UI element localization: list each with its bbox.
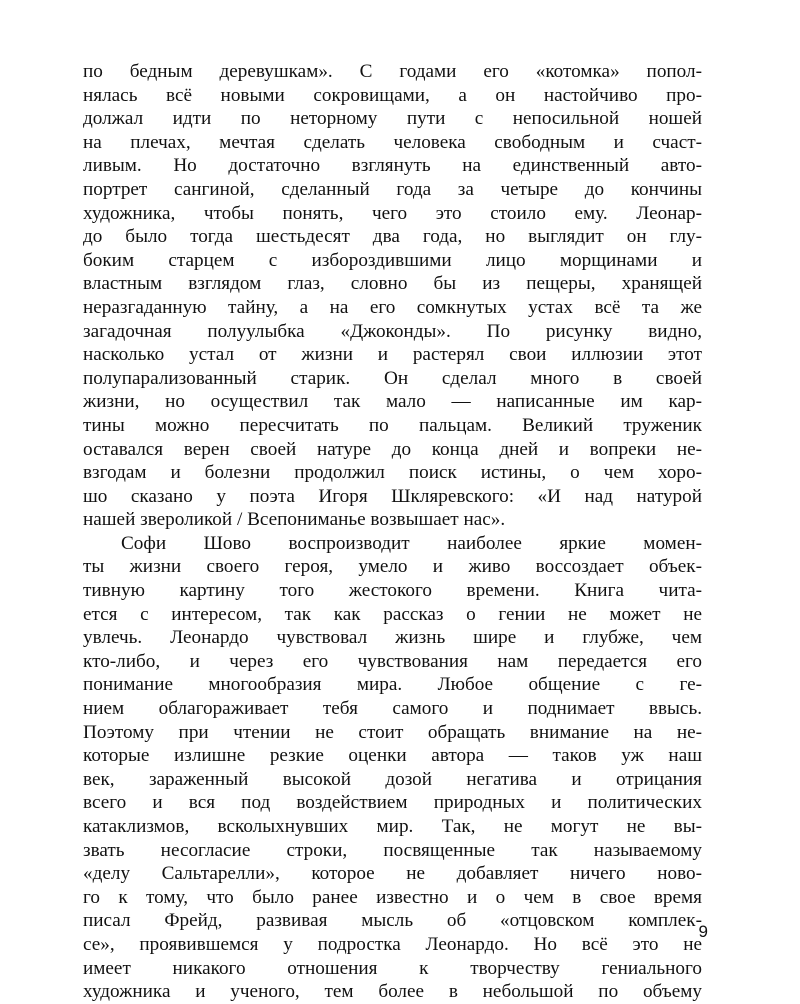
text-line: которые излишне резкие оценки автора — таков уж наш — [83, 745, 702, 767]
text-line: се», проявившемся у подростка Леонардо. Но всё это не — [83, 933, 702, 955]
text-line: шо сказано у поэта Игоря Шкляревского: «И над натурой — [83, 485, 702, 507]
text-line: го к тому, что было ранее известно и о чем в свое время — [83, 886, 702, 908]
text-line: век, зараженный высокой дозой негатива и отрицания — [83, 768, 702, 790]
text-line: нашей звероликой / Всепониманье возвышает нас». — [83, 509, 506, 531]
text-line: на плечах, мечтая сделать человека свободным и счаст- — [83, 131, 702, 153]
text-line: кто-либо, и через его чувствования нам передается его — [83, 650, 702, 672]
text-line: взгодам и болезни продолжил поиск истины, о чем хоро- — [83, 462, 702, 484]
text-line: по бедным деревушкам». С годами его «котомка» попол- — [83, 61, 702, 82]
text-line: тины можно пересчитать по пальцам. Великий труженик — [83, 414, 702, 436]
text-line: жизни, но осуществил так мало — написанные им кар- — [83, 391, 702, 413]
text-line: нялась всё новыми сокровищами, а он настойчиво про- — [83, 84, 702, 106]
text-line: оставался верен своей натуре до конца дней и вопреки не- — [83, 438, 702, 460]
text-line: катаклизмов, всколыхнувших мир. Так, не могут не вы- — [83, 816, 702, 837]
text-line: Поэтому при чтении не стоит обращать внимание на не- — [83, 721, 702, 743]
text-line: понимание многообразия мира. Любое общение с ге- — [83, 674, 702, 696]
text-line: писал Фрейд, развивая мысль об «отцовском комплек- — [83, 910, 702, 932]
text-line: полупарализованный старик. Он сделал много в своей — [83, 367, 702, 389]
text-line: загадочная полуулыбка «Джоконды». По рисунку видно, — [83, 320, 702, 342]
text-line: Софи Шово воспроизводит наиболее яркие момен- — [121, 532, 702, 554]
text-line: ется с интересом, так как рассказ о гении не может не — [83, 603, 702, 625]
text-line: боким старцем с избороздившими лицо морщинами и — [83, 249, 702, 271]
text-line: до было тогда шестьдесят два года, но выглядит он глу- — [83, 226, 702, 248]
text-line: насколько устал от жизни и растерял свои иллюзии этот — [83, 344, 702, 366]
text-line: неразгаданную тайну, а на его сомкнутых устах всё та же — [83, 296, 702, 318]
text-line: тивную картину того жестокого времени. Книга чита- — [83, 580, 702, 602]
page-number: 9 — [698, 922, 708, 941]
text-line: художника, чтобы понять, чего это стоило ему. Леонар- — [83, 202, 702, 224]
text-line: должал идти по неторному пути с непосильной ношей — [83, 108, 702, 130]
text-line: портрет сангиной, сделанный года за четыре до кончины — [83, 178, 702, 200]
text-line: звать несогласие строки, посвященные так называемому — [83, 839, 702, 861]
text-line: всего и вся под воздействием природных и политических — [83, 792, 702, 814]
text-line: художника и ученого, тем более в небольшой по объему — [83, 981, 702, 1003]
text-line: нием облагораживает тебя самого и поднимает ввысь. — [83, 698, 702, 720]
text-line: «делу Сальтарелли», которое не добавляет ничего ново- — [83, 863, 702, 885]
text-line: ливым. Но достаточно взглянуть на единственный авто- — [83, 155, 702, 177]
text-line: увлечь. Леонардо чувствовал жизнь шире и глубже, чем — [83, 627, 702, 649]
text-line: ты жизни своего героя, умело и живо воссоздает объек- — [83, 556, 702, 578]
text-line: имеет никакого отношения к творчеству гениального — [83, 957, 702, 979]
text-line: властным взглядом глаз, словно бы из пещеры, хранящей — [83, 273, 702, 295]
page-body-text — [83, 60, 702, 1004]
